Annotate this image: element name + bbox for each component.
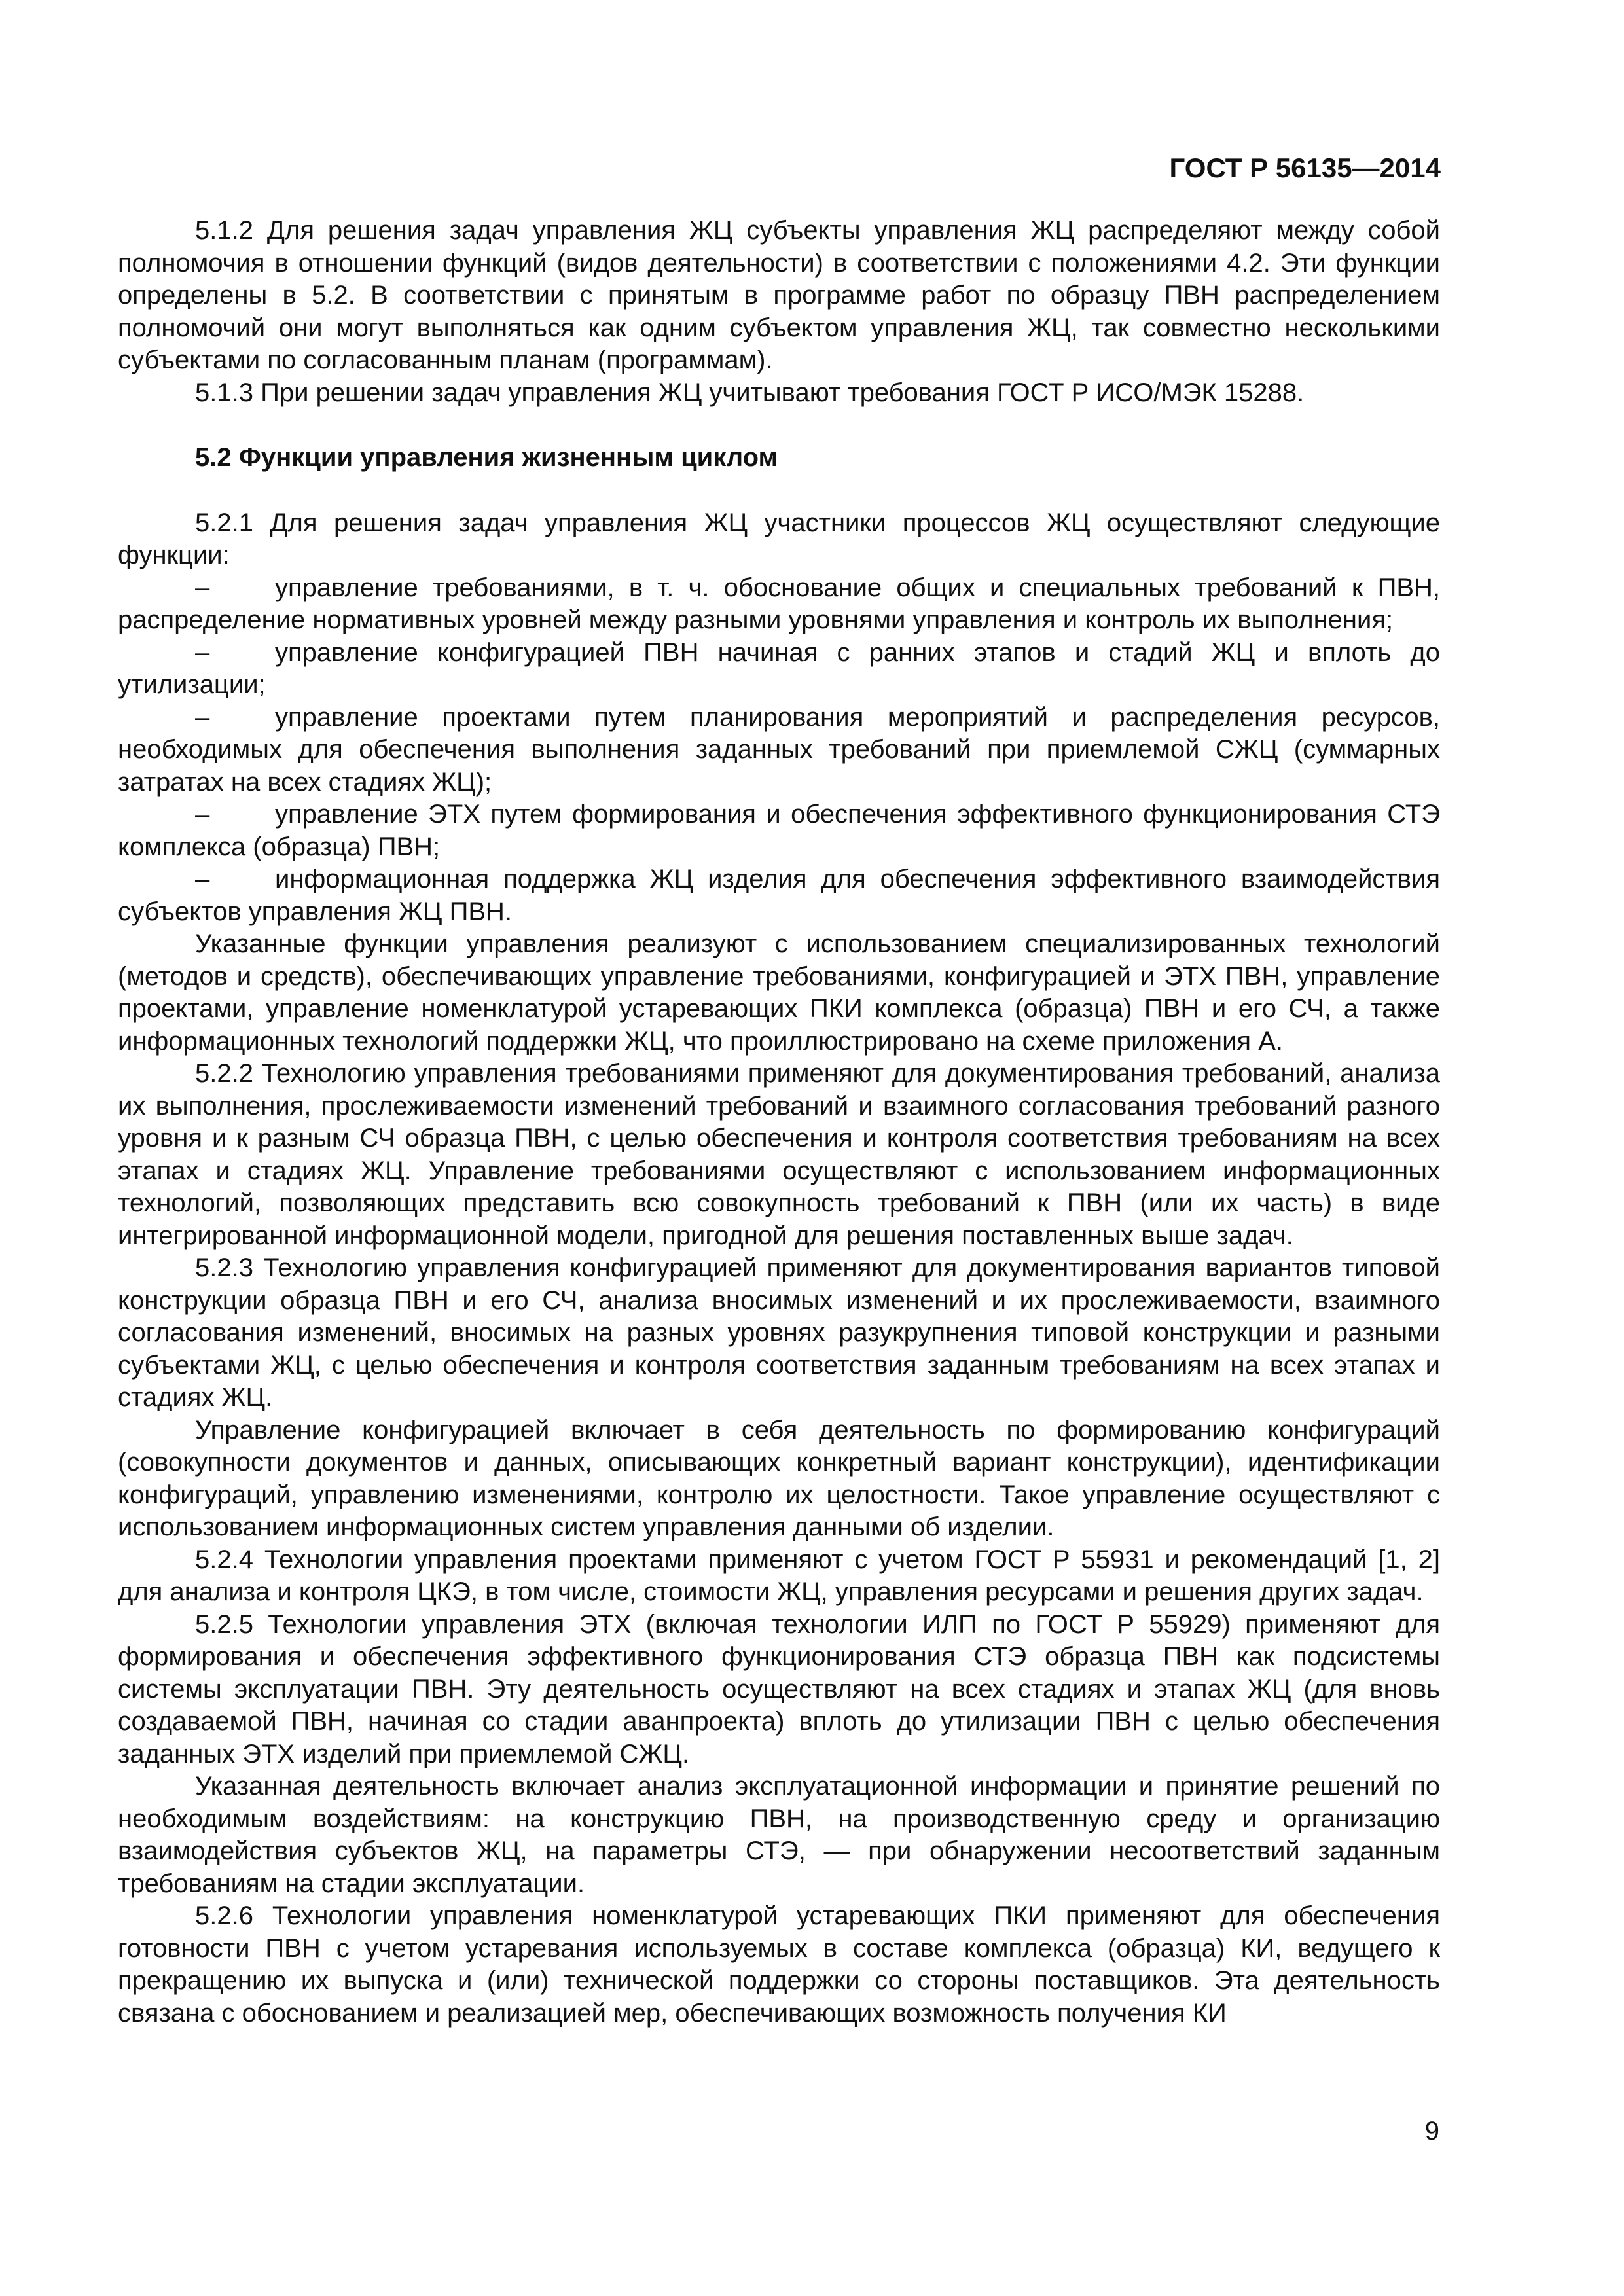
list-item-text: управление проектами путем планирования мероприятий и распределения ресурсов, необходимых для обеспечения выполнения заданных требований при приемлемой СЖЦ (суммарных затратах на всех стадиях ЖЦ); (118, 702, 1440, 797)
list-item (118, 637, 1440, 702)
paragraph-5-2-2: 5.2.2 Технологию управления требованиями применяют для документирования требований, анализа их выполнения, прослеживаемости изменений требований и взаимного согласования требований разного уровня и к разным СЧ образца ПВН, с целью обеспечения и контроля соответствия требованиям на всех этапах и стадиях ЖЦ. Управление требованиями осуществляют с использованием информационных технологий, позволяющих представить всю совокупность требований к ПВН (или их часть) в виде интегрированной информационной модели, пригодной для решения поставленных выше задач. (118, 1059, 1440, 1250)
paragraph-5-2-6: 5.2.6 Технологии управления номенклатурой устаревающих ПКИ применяют для обеспечения готовности ПВН с учетом устаревания используемых в составе комплекса (образца) КИ, ведущего к прекращению их выпуска и (или) технической поддержки со стороны поставщиков. Эта деятельность связана с обоснованием и реализацией мер, обеспечивающих возможность получения КИ (118, 1901, 1440, 2028)
dash-marker: – (195, 702, 210, 732)
paragraph-functions-note: Указанные функции управления реализуют с использованием специализированных технологий (методов и средств), обеспечивающих управление требованиями, конфигурацией и ЭТХ ПВН, управление проектами, управление номенклатурой устаревающих ПКИ комплекса (образца) ПВН и его СЧ, а также информационных технологий поддержки ЖЦ, что проиллюстрировано на схеме приложения А. (118, 929, 1440, 1056)
dash-marker: – (195, 865, 210, 893)
paragraph-5-2-1: 5.2.1 Для решения задач управления ЖЦ участники процессов ЖЦ осуществляют следующие функции: (118, 508, 1440, 569)
paragraph-configuration-management: Управление конфигурацией включает в себя деятельность по формированию конфигураций (совокупности документов и данных, описывающих конкретный вариант конструкции), идентификации конфигураций, управлению изменениями, контролю их целостности. Такое управление осуществляют с использованием информационных систем управления данными об изделии. (118, 1415, 1440, 1541)
list-item (118, 863, 1440, 928)
list-item-text: управление ЭТХ путем формирования и обеспечения эффективного функционирования СТЭ комплекса (образца) ПВН; (118, 800, 1440, 861)
list-item-text: управление конфигурацией ПВН начиная с ранних этапов и стадий ЖЦ и вплоть до утилизации; (118, 637, 1440, 699)
paragraph-operation-analysis: Указанная деятельность включает анализ эксплуатационной информации и принятие решений по необходимым воздействиям: на конструкцию ПВН, на производственную среду и организацию взаимодействия субъектов ЖЦ, на параметры СТЭ, — при обнаружении несоответствий заданным требованиям на стадии эксплуатации. (118, 1772, 1440, 1898)
list-item-text: управление требованиями, в т. ч. обоснование общих и специальных требований к ПВН, распределение нормативных уровней между разными уровнями управления и контроль их выполнения; (118, 573, 1440, 634)
dash-marker: – (195, 800, 210, 829)
dash-marker: – (195, 637, 210, 667)
list-item (118, 572, 1440, 637)
paragraph-5-1-2: 5.1.2 Для решения задач управления ЖЦ субъекты управления ЖЦ распределяют между собой полномочия в отношении функций (видов деятельности) в соответствии с положениями 4.2. Эти функции определены в 5.2. В соответствии с принятым в программе работ по образцу ПВН распределением полномочий они могут выполняться как одним субъектом управления ЖЦ, так совместно несколькими субъектами по согласованным планам (программам). (118, 216, 1440, 374)
page-number: 9 (1424, 2117, 1439, 2145)
list-item (118, 702, 1440, 799)
document-number-header: ГОСТ Р 56135—2014 (1169, 152, 1441, 183)
dash-marker: – (195, 573, 210, 602)
section-heading-5-2: 5.2 Функции управления жизненным циклом (195, 443, 778, 472)
list-item-text: информационная поддержка ЖЦ изделия для обеспечения эффективного взаимодействия субъектов управления ЖЦ ПВН. (118, 865, 1440, 926)
paragraph-5-2-4: 5.2.4 Технологии управления проектами применяют с учетом ГОСТ Р 55931 и рекомендаций [1, 2] для анализа и контроля ЦКЭ, в том числе, стоимости ЖЦ, управления ресурсами и решения других задач. (118, 1545, 1440, 1606)
document-body (118, 215, 1440, 2030)
paragraph-5-2-3: 5.2.3 Технологию управления конфигурацией применяют для документирования вариантов типовой конструкции образца ПВН и его СЧ, анализа вносимых изменений и их прослеживаемости, взаимного согласования изменений, вносимых на разных уровнях разукрупнения типовой конструкции и разными субъектами ЖЦ, с целью обеспечения и контроля соответствия заданным требованиям на всех этапах и стадиях ЖЦ. (118, 1253, 1440, 1412)
paragraph-5-2-5: 5.2.5 Технологии управления ЭТХ (включая технологии ИЛП по ГОСТ Р 55929) применяют для формирования и обеспечения эффективного функционирования СТЭ образца ПВН как подсистемы системы эксплуатации ПВН. Эту деятельность осуществляют на всех стадиях и этапах ЖЦ (для вновь создаваемой ПВН, начиная со стадии аванпроекта) вплоть до утилизации ПВН с целью обеспечения заданных ЭТХ изделий при приемлемой СЖЦ. (118, 1609, 1440, 1768)
list-item (118, 798, 1440, 863)
paragraph-5-1-3: 5.1.3 При решении задач управления ЖЦ учитывают требования ГОСТ Р ИСО/МЭК 15288. (195, 378, 1305, 407)
